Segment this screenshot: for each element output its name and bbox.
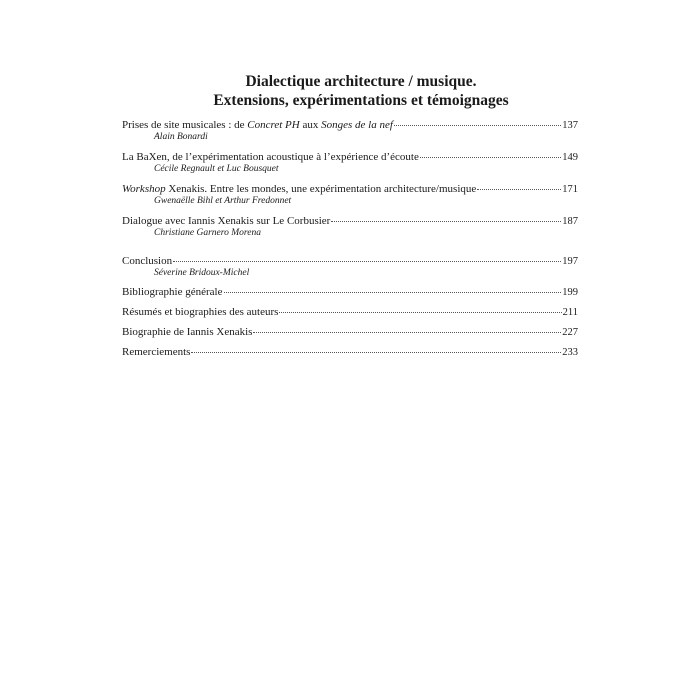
toc-entry-title: Biographie de Iannis Xenakis (122, 326, 253, 338)
toc-entry-title: Conclusion (122, 255, 173, 267)
toc-page-number: 197 (562, 256, 578, 267)
toc-entry-resumes[interactable] (122, 306, 578, 319)
toc-page-number: 227 (562, 327, 578, 338)
toc-entry-baxen[interactable] (122, 151, 578, 175)
dot-leader (420, 157, 561, 158)
toc-page-number: 137 (562, 120, 578, 131)
toc-entry-remerciements[interactable] (122, 346, 578, 359)
table-of-contents (122, 119, 578, 359)
toc-page-number: 211 (562, 307, 578, 318)
section-title (0, 72, 700, 110)
toc-page-number: 187 (562, 216, 578, 227)
toc-page-number: 233 (562, 347, 578, 358)
toc-entry-title: Résumés et biographies des auteurs (122, 306, 279, 318)
dot-leader (224, 292, 562, 293)
toc-entry-workshop[interactable] (122, 183, 578, 207)
toc-entry-title: Workshop Xenakis. Entre les mondes, une expérimentation architecture/musique (122, 183, 477, 195)
dot-leader (279, 312, 561, 313)
toc-entry-biographie[interactable] (122, 326, 578, 339)
toc-entry-concret-ph[interactable] (122, 119, 578, 143)
toc-entry-author: Christiane Garnero Morena (154, 228, 261, 238)
toc-entry-author: Gwenaëlle Bihl et Arthur Fredonnet (154, 196, 292, 206)
toc-entry-bibliographie[interactable] (122, 286, 578, 299)
toc-page-number: 199 (562, 287, 578, 298)
dot-leader (253, 332, 561, 333)
toc-entry-conclusion[interactable] (122, 255, 578, 279)
dot-leader (191, 352, 561, 353)
toc-page-number: 149 (562, 152, 578, 163)
toc-entry-title: Remerciements (122, 346, 191, 358)
toc-entry-dialogue[interactable] (122, 215, 578, 239)
toc-entry-title: Prises de site musicales : de Concret PH aux Songes de la nef (122, 119, 393, 131)
section-title-line-2: Extensions, expérimentations et témoignages (213, 92, 509, 109)
toc-page-number: 171 (562, 184, 578, 195)
toc-entry-author: Alain Bonardi (154, 132, 208, 142)
toc-entry-title: La BaXen, de l’expérimentation acoustique à l’expérience d’écoute (122, 151, 419, 163)
toc-entry-title: Bibliographie générale (122, 286, 223, 298)
section-title-line-1: Dialectique architecture / musique. (245, 73, 477, 90)
dot-leader (394, 125, 561, 126)
toc-entry-title: Dialogue avec Iannis Xenakis sur Le Corbusier (122, 215, 331, 227)
toc-entry-author: Séverine Bridoux-Michel (154, 268, 250, 278)
dot-leader (173, 261, 561, 262)
dot-leader (331, 221, 561, 222)
dot-leader (477, 189, 561, 190)
toc-entry-author: Cécile Regnault et Luc Bousquet (154, 164, 279, 174)
